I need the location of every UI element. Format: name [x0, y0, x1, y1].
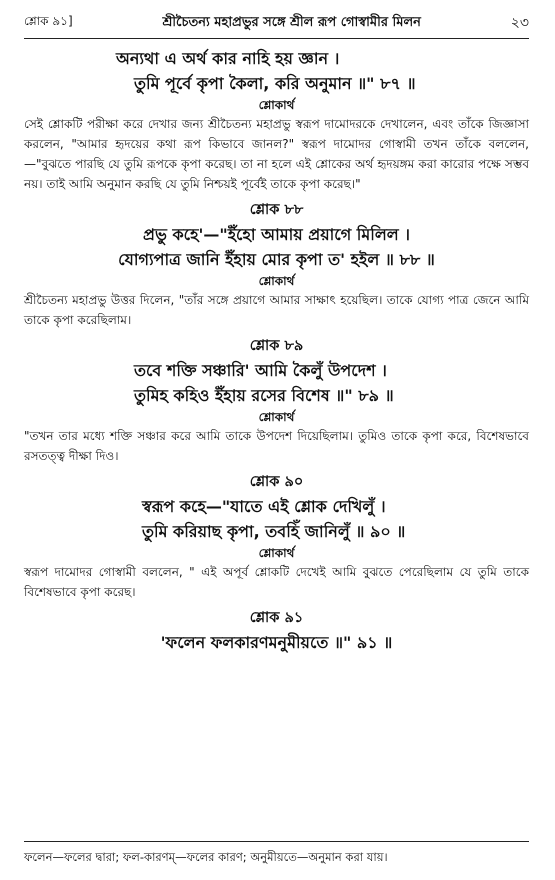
page-number: ২৩ [510, 15, 529, 31]
verse-91-line-1: 'ফলেন ফলকারণমনুমীয়তে ॥" ৯১ ॥ [160, 633, 393, 652]
translation-heading: শ্লোকার্থ [258, 546, 295, 560]
header-title: শ্রীচৈতন্য মহাপ্রভুর সঙ্গে শ্রীল রূপ গোস্বামীর মিলন [162, 14, 421, 30]
page-content [24, 46, 529, 655]
verse-heading: শ্লোক ৯১ [249, 610, 304, 626]
synonyms-footer [24, 841, 529, 866]
verse-89-line-1: তবে শক্তি সঞ্চারি' আমি কৈলুঁ উপদেশ । [134, 361, 387, 380]
verse-87-line-1: অন্যথা এ অর্থ কার নাহি হয় জ্ঞান । [116, 49, 340, 68]
verse-90-line-2: তুমি করিয়াছ কৃপা, তবহিঁ জানিলুঁ ॥ ৯০ ॥ [142, 522, 406, 541]
verse-heading: শ্লোক ৮৯ [249, 338, 304, 354]
verse-heading: শ্লোক ৮৮ [249, 202, 304, 218]
verse-88-line-2: যোগ্যপাত্র জানি ইঁহায় মোর কৃপা ত' হইল ॥ ৮৮ ॥ [118, 250, 435, 269]
verse-90-line-1: স্বরূপ কহে—"যাতে এই শ্লোক দেখিলুঁ । [142, 497, 386, 516]
running-header [24, 8, 529, 39]
translation-heading: শ্লোকার্থ [258, 410, 295, 424]
verse-89-line-2: তুমিহ কহিও ইঁহায় রসের বিশেষ ॥" ৮৯ ॥ [134, 386, 394, 405]
verse-88-line-1: প্রভু কহে'—"ইঁহো আমায় প্রয়াগে মিলিল । [143, 225, 410, 244]
translation-paragraph: সেই শ্লোকটি পরীক্ষা করে দেখার জন্য শ্রীচৈতন্য মহাপ্রভু স্বরূপ দামোদরকে দেখালেন, এবং তাঁকে জিজ্ঞাসা করলেন, "আমার হৃদয়ের কথা রূপ কিভাবে জানল?" স্বরূপ দামোদর গোস্বামী তখন তাঁকে বললেন,—"বুঝতে পারছি যে তুমি রূপকে কৃপা করেছ। তা না হলে এই শ্লোকের অর্থ হৃদয়ঙ্গম করা কারোর পক্ষে সম্ভব নয়। তাই আমি অনুমান করছি যে তুমি নিশ্চয়ই পূর্বেই তাকে কৃপা করেছ।" [24, 117, 529, 191]
translation-paragraph: স্বরূপ দামোদর গোস্বামী বললেন, " এই অপূর্ব শ্লোকটি দেখেই আমি বুঝতে পেরেছিলাম যে তুমি তাকে বিশেষভাবে কৃপা করেছ। [24, 565, 529, 599]
translation-paragraph: শ্রীচৈতন্য মহাপ্রভু উত্তর দিলেন, "তাঁর সঙ্গে প্রয়াগে আমার সাক্ষাৎ হয়েছিল। তাকে যোগ্য পাত্র জেনে আমি তাকে কৃপা করেছিলাম। [24, 293, 529, 327]
header-verse-ref: শ্লোক ৯১] [24, 14, 73, 28]
verse-heading: শ্লোক ৯০ [249, 474, 304, 490]
translation-paragraph: "তখন তার মধ্যে শক্তি সঞ্চার করে আমি তাকে উপদেশ দিয়েছিলাম। তুমিও তাকে কৃপা করে, বিশেষভাবে রসতত্ত্ব দীক্ষা দিও। [24, 429, 529, 463]
translation-heading: শ্লোকার্থ [258, 274, 295, 288]
translation-heading: শ্লোকার্থ [258, 98, 295, 112]
synonyms-text: ফলেন—ফলের দ্বারা; ফল-কারণম্—ফলের কারণ; অনুমীয়তে—অনুমান করা যায়। [24, 850, 388, 864]
verse-87-line-2: তুমি পূর্বে কৃপা কৈলা, করি অনুমান ॥" ৮৭ ॥ [134, 74, 416, 93]
